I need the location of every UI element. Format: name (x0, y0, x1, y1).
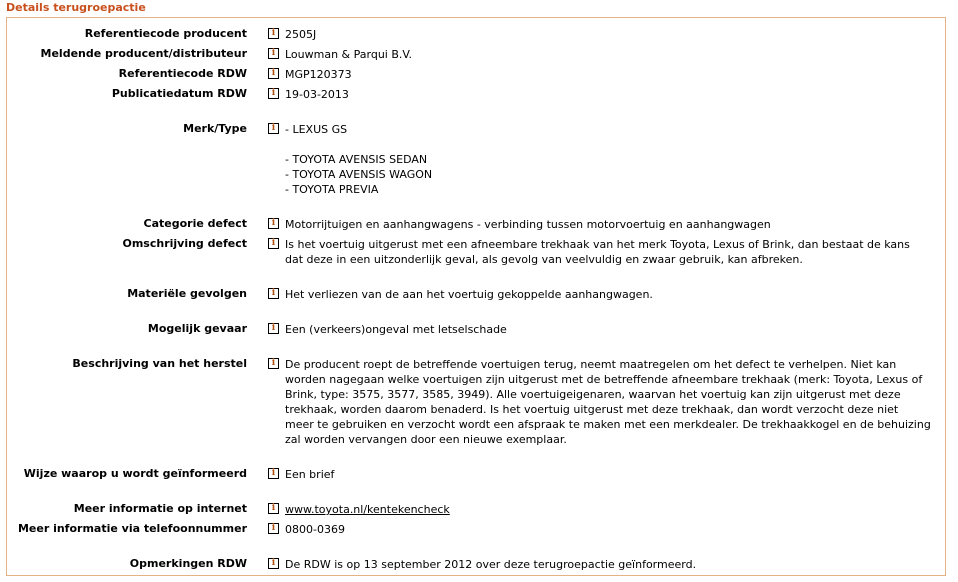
field-value: MGP120373 (285, 68, 352, 81)
field-label: Referentiecode RDW (118, 67, 247, 80)
info-icon[interactable]: i (268, 558, 279, 569)
text-line: dat deze in een uitzonderlijk geval, als gevolg van veelvuldig en zwaar gebruik, kan afbreken. (285, 253, 803, 266)
info-icon[interactable]: i (268, 523, 279, 534)
info-icon[interactable]: i (268, 323, 279, 334)
recall-details-panel (6, 17, 946, 576)
model-line: - TOYOTA PREVIA (285, 183, 379, 196)
field-label: Meer informatie op internet (73, 502, 247, 515)
info-icon[interactable]: i (268, 123, 279, 134)
info-icon[interactable]: i (268, 468, 279, 479)
field-label: Merk/Type (183, 122, 247, 135)
info-icon[interactable]: i (268, 238, 279, 249)
field-value: Een (verkeers)ongeval met letselschade (285, 323, 507, 336)
field-value: Een brief (285, 468, 335, 481)
field-value: Louwman & Parqui B.V. (285, 48, 412, 61)
field-value: Motorrijtuigen en aanhangwagens - verbinding tussen motorvoertuig en aanhangwagen (285, 218, 771, 231)
model-line-spacer (285, 137, 937, 152)
info-icon[interactable]: i (268, 48, 279, 59)
field-label: Wijze waarop u wordt geïnformeerd (23, 467, 247, 480)
info-icon[interactable]: i (268, 218, 279, 229)
text-line: Is het voertuig uitgerust met een afneembare trekhaak van het merk Toyota, Lexus of Brink, dan bestaat de kans (285, 238, 910, 251)
field-value: Het verliezen van de aan het voertuig gekoppelde aanhangwagen. (285, 288, 653, 301)
info-icon[interactable]: i (268, 68, 279, 79)
field-label: Meer informatie via telefoonnummer (17, 522, 247, 535)
model-line: - TOYOTA AVENSIS WAGON (285, 168, 433, 181)
info-icon[interactable]: i (268, 503, 279, 514)
field-value (285, 122, 937, 197)
field-label: Categorie defect (143, 217, 247, 230)
field-label: Materiële gevolgen (127, 287, 247, 300)
field-label: Omschrijving defect (122, 237, 247, 250)
field-value (285, 357, 937, 447)
text-line: De producent roept de betreffende voertuigen terug, neemt maatregelen om het defect te verhelpen. Niet kan (285, 358, 897, 371)
text-line: zal worden vervangen door een nieuwe exemplaar. (285, 433, 567, 446)
field-value: De RDW is op 13 september 2012 over deze terugroepactie geïnformeerd. (285, 558, 697, 571)
website-link[interactable]: www.toyota.nl/kentekencheck (285, 503, 450, 516)
field-label: Mogelijk gevaar (147, 322, 247, 335)
info-icon[interactable]: i (268, 88, 279, 99)
model-line: - TOYOTA AVENSIS SEDAN (285, 153, 428, 166)
field-label: Referentiecode producent (84, 27, 247, 40)
field-value: 19-03-2013 (285, 88, 349, 101)
info-icon[interactable]: i (268, 288, 279, 299)
field-value (285, 237, 937, 267)
info-icon[interactable]: i (268, 358, 279, 369)
field-label: Publicatiedatum RDW (111, 87, 247, 100)
info-icon[interactable]: i (268, 28, 279, 39)
model-line: - LEXUS GS (285, 123, 348, 136)
text-line: worden nagegaan welke voertuigen zijn uitgerust met de betreffende afneembare trekhaak (merk: Toyota, Lexus of (285, 373, 923, 386)
field-value: 2505J (285, 28, 317, 41)
field-label: Beschrijving van het herstel (72, 357, 247, 370)
text-line: Brink, type: 3575, 3577, 3585, 3949). Alle voertuigeigenaren, waarvan het voertuig kan zijn uitgerust met deze (285, 388, 901, 401)
field-value: 0800-0369 (285, 523, 345, 536)
page-title: Details terugroepactie (6, 1, 146, 14)
text-line: meer te gebruiken en verzocht wordt een afspraak te maken met een merkdealer. De trekhaakkogel en de behuizing (285, 418, 931, 431)
field-label: Meldende producent/distributeur (40, 47, 247, 60)
field-label: Opmerkingen RDW (129, 557, 247, 570)
field-value (285, 502, 937, 517)
text-line: trekhaak, worden daarom benaderd. Is het voertuig uitgerust met deze trekhaak, dan wordt verzocht deze niet (285, 403, 899, 416)
